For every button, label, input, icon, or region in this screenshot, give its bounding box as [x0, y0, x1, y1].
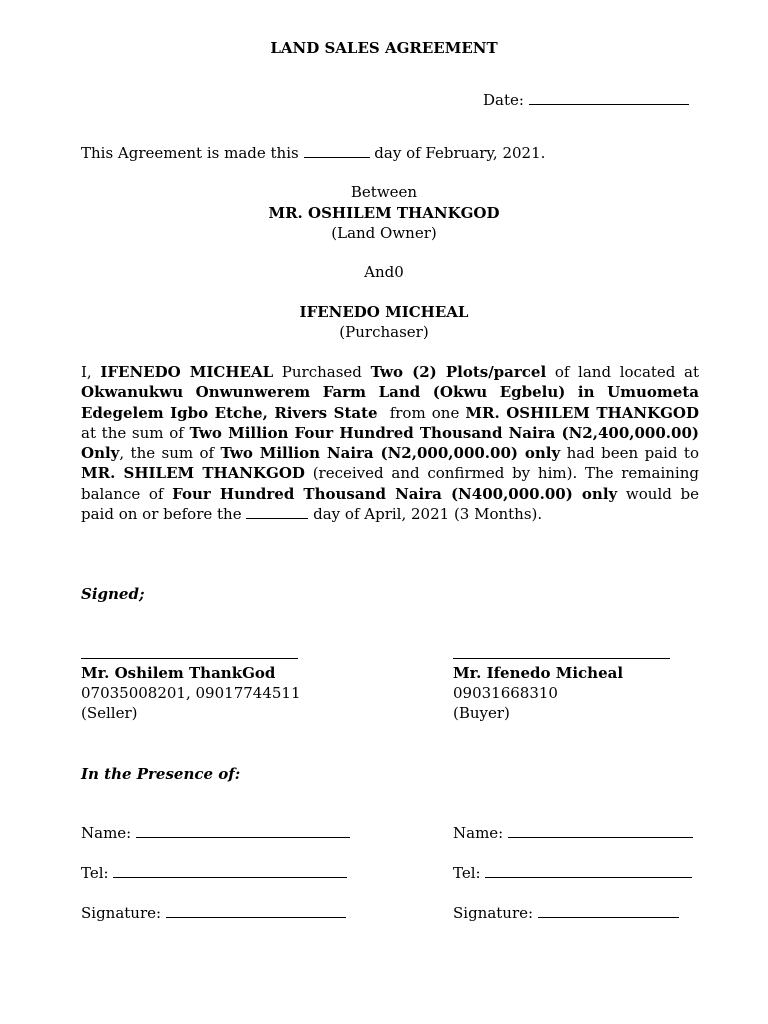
name-label: Name:	[453, 824, 504, 842]
date-label: Date:	[483, 91, 524, 109]
made-suffix: day of February, 2021.	[374, 144, 546, 162]
body-bold: Four Hundred Thousand Naira (N400,000.00) only	[172, 484, 618, 503]
presence-label: In the Presence of:	[81, 765, 241, 783]
witness2-signature-blank[interactable]	[538, 903, 679, 918]
witness2-name-field	[453, 823, 693, 843]
witness1-signature-field	[81, 903, 346, 923]
body-bold: Two Million Naira (N2,000,000.00) only	[220, 444, 561, 463]
name-label: Name:	[81, 824, 132, 842]
body-bold: Okwanukwu Onwunwerem Farm Land (Okwu Egbelu) in Umuometa Edegelem Igbo Etche, Rivers State	[81, 383, 699, 422]
party1-role: (Land Owner)	[331, 224, 437, 242]
body-text: from one	[377, 403, 466, 422]
body-text: Purchased	[273, 363, 371, 381]
witness1-name-field	[81, 823, 350, 843]
witness2-tel-blank[interactable]	[485, 863, 692, 878]
date-blank[interactable]	[529, 90, 689, 105]
made-prefix: This Agreement is made this	[81, 144, 299, 162]
seller-role: (Seller)	[81, 704, 138, 722]
party1-name: MR. OSHILEM THANKGOD	[268, 204, 500, 222]
and-label: And0	[364, 263, 404, 281]
witness2-tel-field	[453, 863, 692, 883]
between-label: Between	[350, 183, 418, 201]
witness1-tel-blank[interactable]	[113, 863, 347, 878]
body-text: had been paid to	[560, 444, 699, 463]
agreement-made-line	[81, 143, 545, 163]
body-bold: Two (2) Plots/parcel	[370, 363, 547, 381]
signed-label: Signed;	[81, 585, 145, 603]
body-text: of land located at	[546, 363, 700, 381]
body-bold: Two Million Four Hundred Thousand Naira (N2,400,000.00) Only	[81, 423, 699, 463]
body-text: would be paid on or before the	[81, 484, 699, 524]
document-title: LAND SALES AGREEMENT	[270, 39, 498, 57]
seller-name: Mr. Oshilem ThankGod	[81, 664, 276, 682]
buyer-role: (Buyer)	[453, 704, 510, 722]
body-text: (received and confirmed by him). The remaining balance of	[81, 464, 699, 503]
seller-signature-line[interactable]	[81, 658, 298, 659]
body-text: , the sum of	[119, 444, 221, 463]
buyer-signature-line[interactable]	[453, 658, 670, 659]
witness2-name-blank[interactable]	[508, 823, 693, 838]
buyer-phones: 09031668310	[453, 684, 558, 702]
april-day-blank[interactable]	[246, 504, 308, 519]
seller-phones: 07035008201, 09017744511	[81, 684, 301, 702]
witness1-signature-blank[interactable]	[166, 903, 346, 918]
body-text: day of April, 2021 (3 Months).	[308, 505, 543, 524]
body-bold: MR. OSHILEM THANKGOD	[465, 403, 699, 422]
party2-role: (Purchaser)	[339, 323, 429, 341]
buyer-name: Mr. Ifenedo Micheal	[453, 664, 624, 682]
witness1-name-blank[interactable]	[136, 823, 350, 838]
tel-label: Tel:	[453, 864, 481, 882]
body-text: I,	[81, 363, 101, 381]
witness1-tel-field	[81, 863, 347, 883]
tel-label: Tel:	[81, 864, 109, 882]
signature-label: Signature:	[81, 904, 162, 922]
day-blank[interactable]	[304, 143, 370, 158]
body-text: at the sum of	[81, 423, 190, 442]
body-bold: IFENEDO MICHEAL	[100, 363, 274, 381]
party2-name: IFENEDO MICHEAL	[299, 303, 469, 321]
agreement-body	[81, 362, 699, 524]
signature-label: Signature:	[453, 904, 534, 922]
body-bold: MR. SHILEM THANKGOD	[81, 464, 305, 483]
date-line	[483, 90, 689, 110]
witness2-signature-field	[453, 903, 679, 923]
